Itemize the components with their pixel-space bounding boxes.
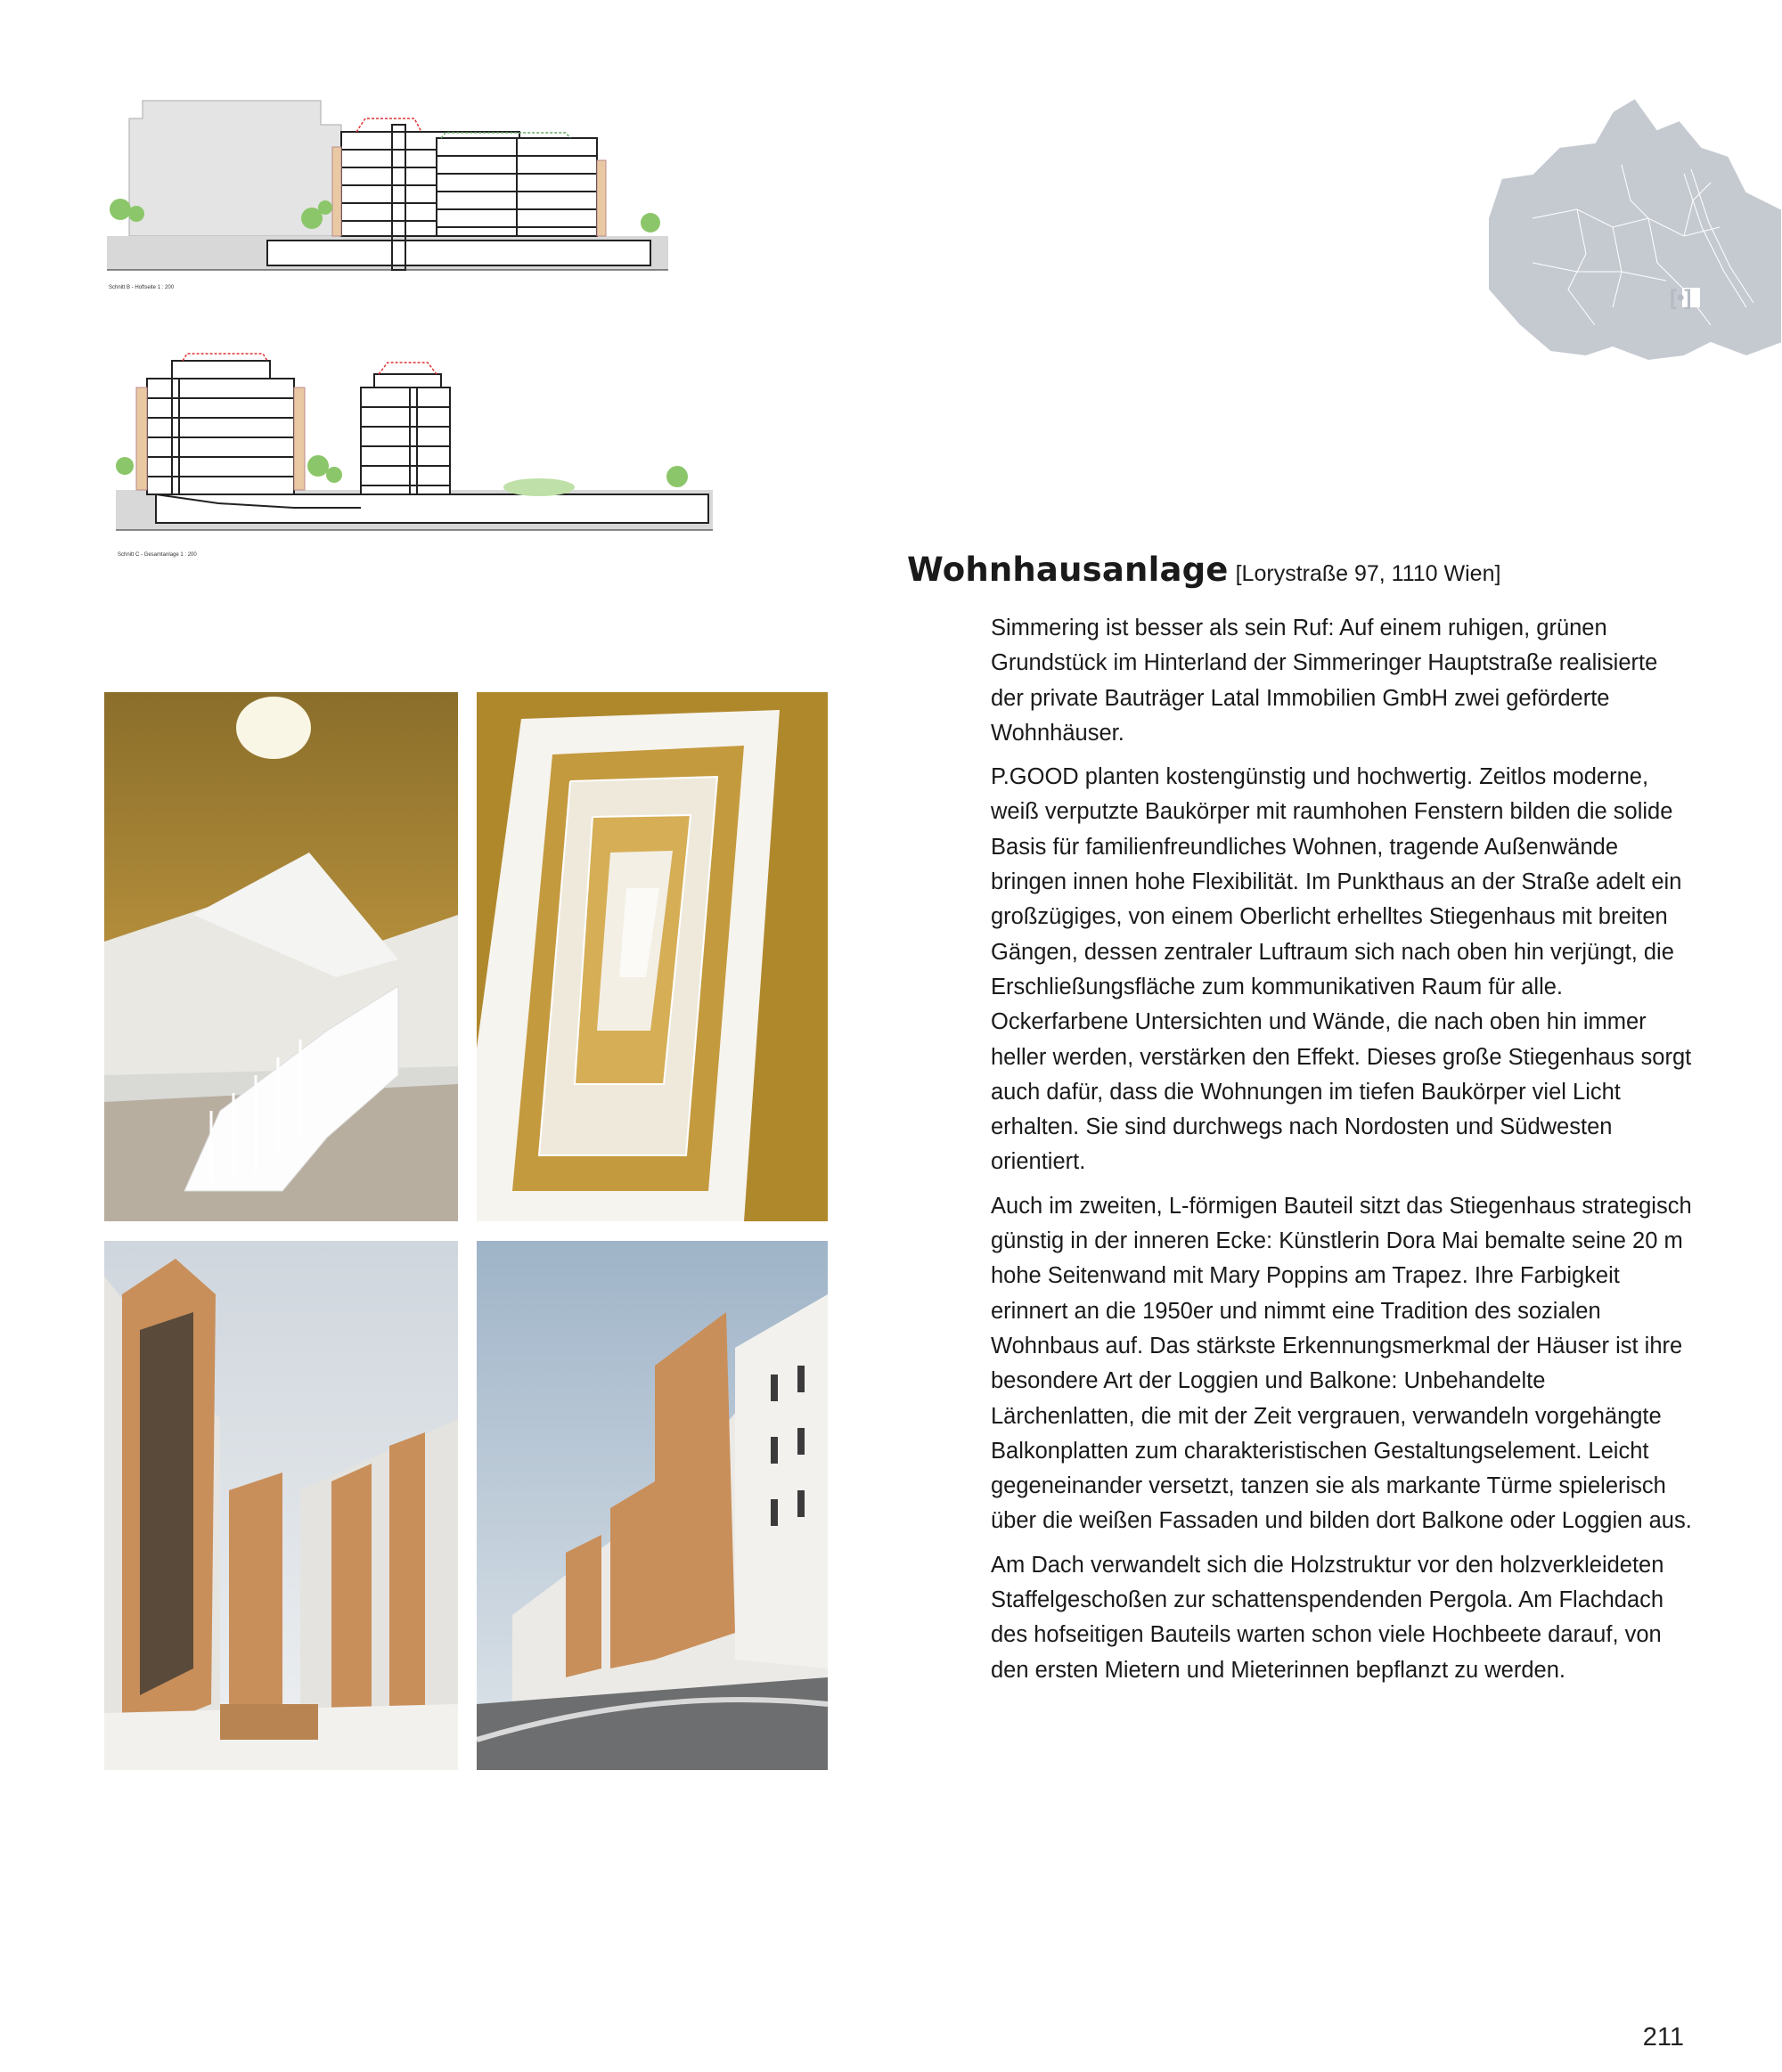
article-body (991, 611, 1695, 1697)
article-title: Wohnhausanlage (907, 551, 1229, 589)
section-drawing-c (111, 352, 717, 534)
paragraph: Auch im zweiten, L-förmigen Bauteil sitzt das Stiegenhaus strategisch günstig in der inneren Ecke: Künstlerin Dora Mai bemalte seine 20 m hohe Seitenwand mit Mary Poppins am Trapez. Ihre Farbigkeit erinnert an die 1950er und nimmt eine Tradition des sozialen Wohnbaus auf. Das stärkste Erkennungsmerkmal der Häuser ist ihre besondere Art der Loggien und Balkone: Unbehandelte Lärchenlatten, die mit der Zeit vergrauen, verwandeln vorgehängte Balkonplatten zum charakteristischen Gestaltungselement. Leicht gegeneinander versetzt, tanzen sie als markante Türme spielerisch über die weißen Fassaden und bilden dort Balkone oder Loggien aus. (991, 1193, 1692, 1534)
article-address: [Lorystraße 97, 1110 Wien] (1235, 561, 1501, 586)
paragraph: Am Dach verwandelt sich die Holzstruktur vor den holzverkleideten Staffelgeschoßen zur schattenspendenden Pergola. Am Flachdach des hofseitigen Bauteils warten schon viele Hochbeete darauf, von den ersten Mietern und Mieterinnen bepflanzt zu werden. (991, 1552, 1664, 1683)
vienna-district-map (1479, 94, 1782, 361)
page-number: 211 (1642, 2023, 1684, 2052)
map-location-marker: [•] (1670, 286, 1692, 310)
photo-street-view (477, 1241, 828, 1770)
section-c-caption: Schnitt C - Gesamtanlage 1 : 200 (118, 552, 197, 558)
paragraph: P.GOOD planten kostengünstig und hochwertig. Zeitlos moderne, weiß verputzte Baukörper mit raumhohen Fenstern bilden die solide Basis für familienfreundliches Wohnen, tragende Außenwände bringen innen hohe Flexibilität. Im Punkthaus an der Straße adelt ein großzügiges, von einem Oberlicht erhelltes Stiegenhaus mit breiten Gängen, dessen zentraler Luftraum sich nach oben hin verjüngt, die Erschließungsfläche zum kommunikativen Raum für alle. Ockerfarbene Untersichten und Wände, die nach oben hin immer heller werden, verstärken den Effekt. Dieses große Stiegenhaus sorgt auch dafür, dass die Wohnungen im tiefen Baukörper viel Licht erhalten. Sie sind durchwegs nach Nordosten und Südwesten orientiert. (991, 764, 1692, 1175)
photo-stairwell-interior (104, 692, 458, 1221)
section-b-caption: Schnitt B - Hoftseite 1 : 200 (109, 285, 175, 290)
paragraph: Simmering ist besser als sein Ruf: Auf einem ruhigen, grünen Grundstück im Hinterland der Simmeringer Hauptstraße realisierte der private Bauträger Latal Immobilien GmbH zwei geförderte Wohnhäuser. (991, 616, 1658, 746)
article-heading (907, 551, 1709, 589)
photo-courtyard-facade (104, 1241, 458, 1770)
photo-stairwell-looking-up (477, 692, 828, 1221)
section-drawing-b (102, 94, 673, 281)
